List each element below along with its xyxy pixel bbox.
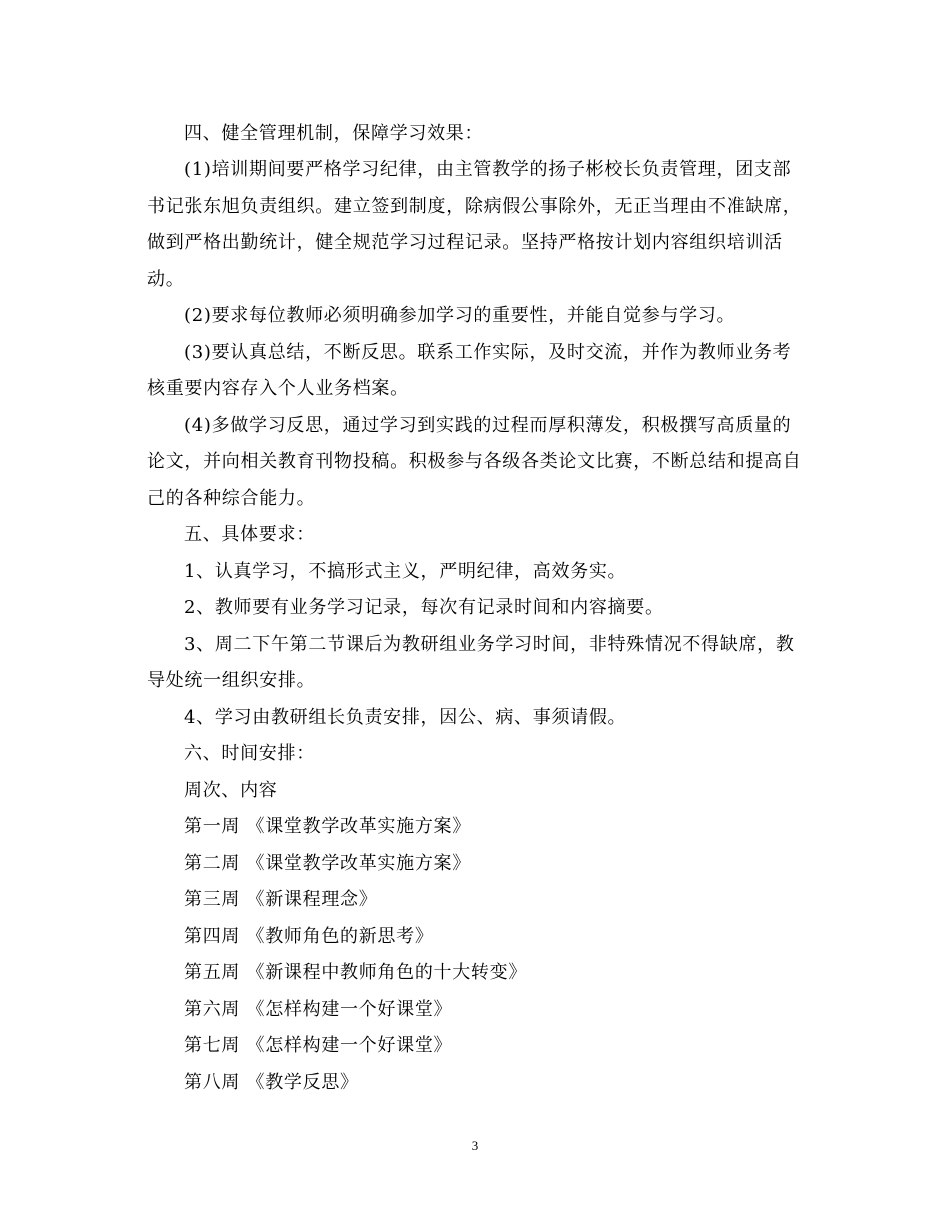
schedule-week-5: 第五周 《新课程中教师角色的十大转变》 xyxy=(184,962,528,983)
requirement-4: 4、学习由教研组长负责安排，因公、病、事须请假。 xyxy=(184,707,627,728)
item1-line1: (1)培训期间要严格学习纪律，由主管教学的扬子彬校长负责管理，团支部 xyxy=(184,159,792,180)
section5-heading: 五、具体要求： xyxy=(184,524,315,545)
section6-heading: 六、时间安排： xyxy=(184,743,315,764)
item4-line1: (4)多做学习反思，通过学习到实践的过程而厚积薄发，积极撰写高质量的 xyxy=(184,415,792,436)
schedule-week-8: 第八周 《教学反思》 xyxy=(184,1072,359,1093)
requirement-3-line2: 导处统一组织安排。 xyxy=(147,670,316,691)
schedule-week-2: 第二周 《课堂教学改革实施方案》 xyxy=(184,853,471,874)
requirement-3-line1: 3、周二下午第二节课后为教研组业务学习时间，非特殊情况不得缺席，教 xyxy=(184,634,795,655)
schedule-header: 周次、内容 xyxy=(184,780,278,801)
schedule-week-4: 第四周 《教师角色的新思考》 xyxy=(184,926,434,947)
schedule-week-1: 第一周 《课堂教学改革实施方案》 xyxy=(184,816,471,837)
schedule-week-6: 第六周 《怎样构建一个好课堂》 xyxy=(184,999,453,1020)
item1-line4: 动。 xyxy=(147,269,185,290)
requirement-1: 1、认真学习，不搞形式主义，严明纪律，高效务实。 xyxy=(184,561,627,582)
schedule-week-3: 第三周 《新课程理念》 xyxy=(184,889,378,910)
section4-heading: 四、健全管理机制，保障学习效果： xyxy=(184,123,484,144)
item3-line1: (3)要认真总结，不断反思。联系工作实际，及时交流，并作为教师业务考 xyxy=(184,342,792,363)
item1-line2: 书记张东旭负责组织。建立签到制度，除病假公事除外，无正当理由不准缺席， xyxy=(147,196,802,217)
item1-line3: 做到严格出勤统计，健全规范学习过程记录。坚持严格按计划内容组织培训活 xyxy=(147,232,783,253)
schedule-week-7: 第七周 《怎样构建一个好课堂》 xyxy=(184,1035,453,1056)
item3-line2: 核重要内容存入个人业务档案。 xyxy=(147,378,409,399)
item4-line2: 论文，并向相关教育刊物投稿。积极参与各级各类论文比赛，不断总结和提高自 xyxy=(147,451,802,472)
requirement-2: 2、教师要有业务学习记录，每次有记录时间和内容摘要。 xyxy=(184,597,664,618)
item4-line3: 己的各种综合能力。 xyxy=(147,488,316,509)
item2: (2)要求每位教师必须明确参加学习的重要性，并能自觉参与学习。 xyxy=(184,305,736,326)
page-number: 3 xyxy=(471,1138,479,1153)
